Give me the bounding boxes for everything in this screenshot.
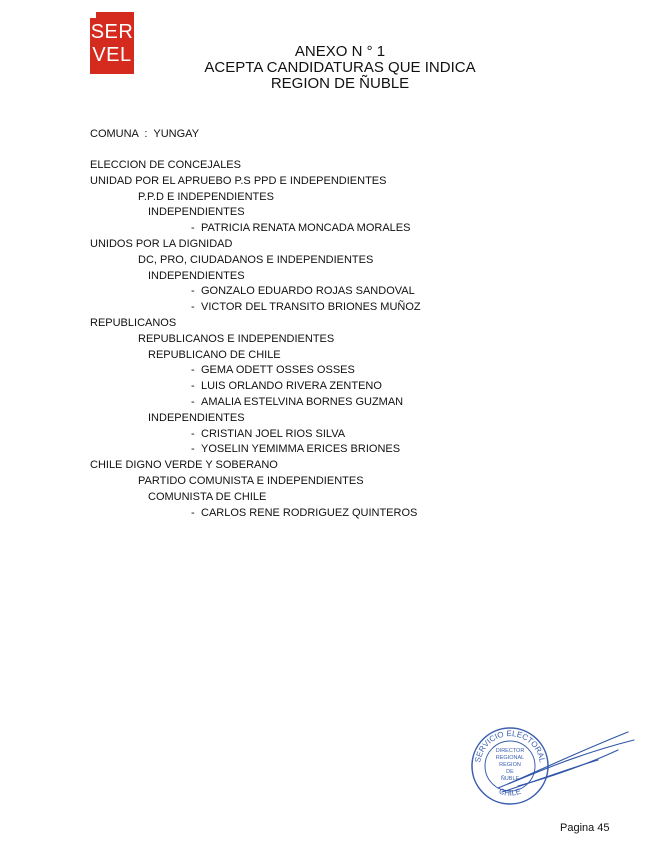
candidate-row — [90, 379, 421, 395]
list-dash: - — [191, 395, 195, 408]
stamp-center-line: ÑUBLE — [500, 776, 520, 782]
candidate-name: YOSELIN YEMIMMA ERICES BRIONES — [201, 443, 401, 456]
list-dash: - — [191, 301, 195, 314]
annex-title: ANEXO N ° 1 — [294, 43, 386, 60]
party-name: INDEPENDIENTES — [148, 269, 245, 282]
candidate-row — [90, 442, 421, 458]
document-header — [160, 44, 520, 92]
logo-text-line2: VEL — [92, 44, 132, 66]
list-dash: - — [191, 506, 195, 519]
subpact-name: PARTIDO COMUNISTA E INDEPENDIENTES — [138, 474, 364, 487]
candidate-row — [90, 284, 421, 300]
comuna-label: COMUNA — [90, 128, 139, 140]
candidate-name: GONZALO EDUARDO ROJAS SANDOVAL — [201, 285, 415, 298]
candidate-row — [90, 506, 421, 522]
subpact-name: P.P.D E INDEPENDIENTES — [138, 190, 274, 203]
list-dash: - — [191, 427, 195, 440]
servel-logo — [90, 12, 134, 74]
list-dash: - — [191, 222, 195, 235]
logo-text-line1: SER — [90, 21, 134, 43]
stamp-ring-top: SERVICIO ELECTORAL — [473, 728, 547, 764]
logo-accent — [90, 12, 96, 18]
annex-subtitle: ACEPTA CANDIDATURAS QUE INDICA — [204, 59, 476, 76]
list-dash: - — [191, 443, 195, 456]
list-dash: - — [191, 364, 195, 377]
party-name: INDEPENDIENTES — [148, 206, 245, 219]
pact-name: REPUBLICANOS — [90, 316, 177, 329]
pact-name: UNIDAD POR EL APRUEBO P.S PPD E INDEPENDIENTES — [90, 174, 387, 187]
election-type: ELECCION DE CONCEJALES — [90, 159, 241, 171]
stamp-ring-bottom: CHILE — [497, 786, 523, 798]
list-dash: - — [191, 285, 195, 298]
stamp-center-line: DE — [506, 769, 514, 775]
candidate-row — [90, 300, 421, 316]
party-name: INDEPENDIENTES — [148, 411, 245, 424]
stamp-center-line: REGION — [499, 762, 521, 768]
party-name: COMUNISTA DE CHILE — [148, 490, 267, 503]
candidate-name: PATRICIA RENATA MONCADA MORALES — [201, 222, 411, 235]
pact-name: CHILE DIGNO VERDE Y SOBERANO — [90, 459, 278, 472]
candidate-row — [90, 363, 421, 379]
candidate-row — [90, 221, 421, 237]
candidate-name: GEMA ODETT OSSES OSSES — [201, 364, 355, 377]
comuna-separator: : — [144, 128, 148, 140]
candidate-list — [90, 158, 421, 521]
candidate-name: CARLOS RENE RODRIGUEZ QUINTEROS — [201, 506, 418, 519]
region-title: REGION DE ÑUBLE — [270, 75, 410, 92]
comuna-value: YUNGAY — [153, 128, 200, 140]
subpact-name: DC, PRO, CIUDADANOS E INDEPENDIENTES — [138, 253, 374, 266]
candidate-name: LUIS ORLANDO RIVERA ZENTENO — [201, 380, 382, 393]
comuna-line — [90, 128, 199, 140]
candidate-row — [90, 427, 421, 443]
candidate-name: AMALIA ESTELVINA BORNES GUZMAN — [201, 395, 404, 408]
page-number: Pagina 45 — [560, 822, 610, 834]
stamp-center-line: REGIONAL — [495, 755, 525, 761]
list-dash: - — [191, 380, 195, 393]
stamp-center-text — [496, 748, 525, 782]
stamp-center-line: DIRECTOR — [495, 748, 525, 754]
official-stamp — [468, 726, 638, 812]
candidate-name: VICTOR DEL TRANSITO BRIONES MUÑOZ — [201, 301, 421, 314]
candidate-name: CRISTIAN JOEL RIOS SILVA — [201, 427, 346, 440]
subpact-name: REPUBLICANOS E INDEPENDIENTES — [138, 332, 335, 345]
pact-name: UNIDOS POR LA DIGNIDAD — [90, 237, 233, 250]
party-name: REPUBLICANO DE CHILE — [148, 348, 281, 361]
candidate-row — [90, 395, 421, 411]
